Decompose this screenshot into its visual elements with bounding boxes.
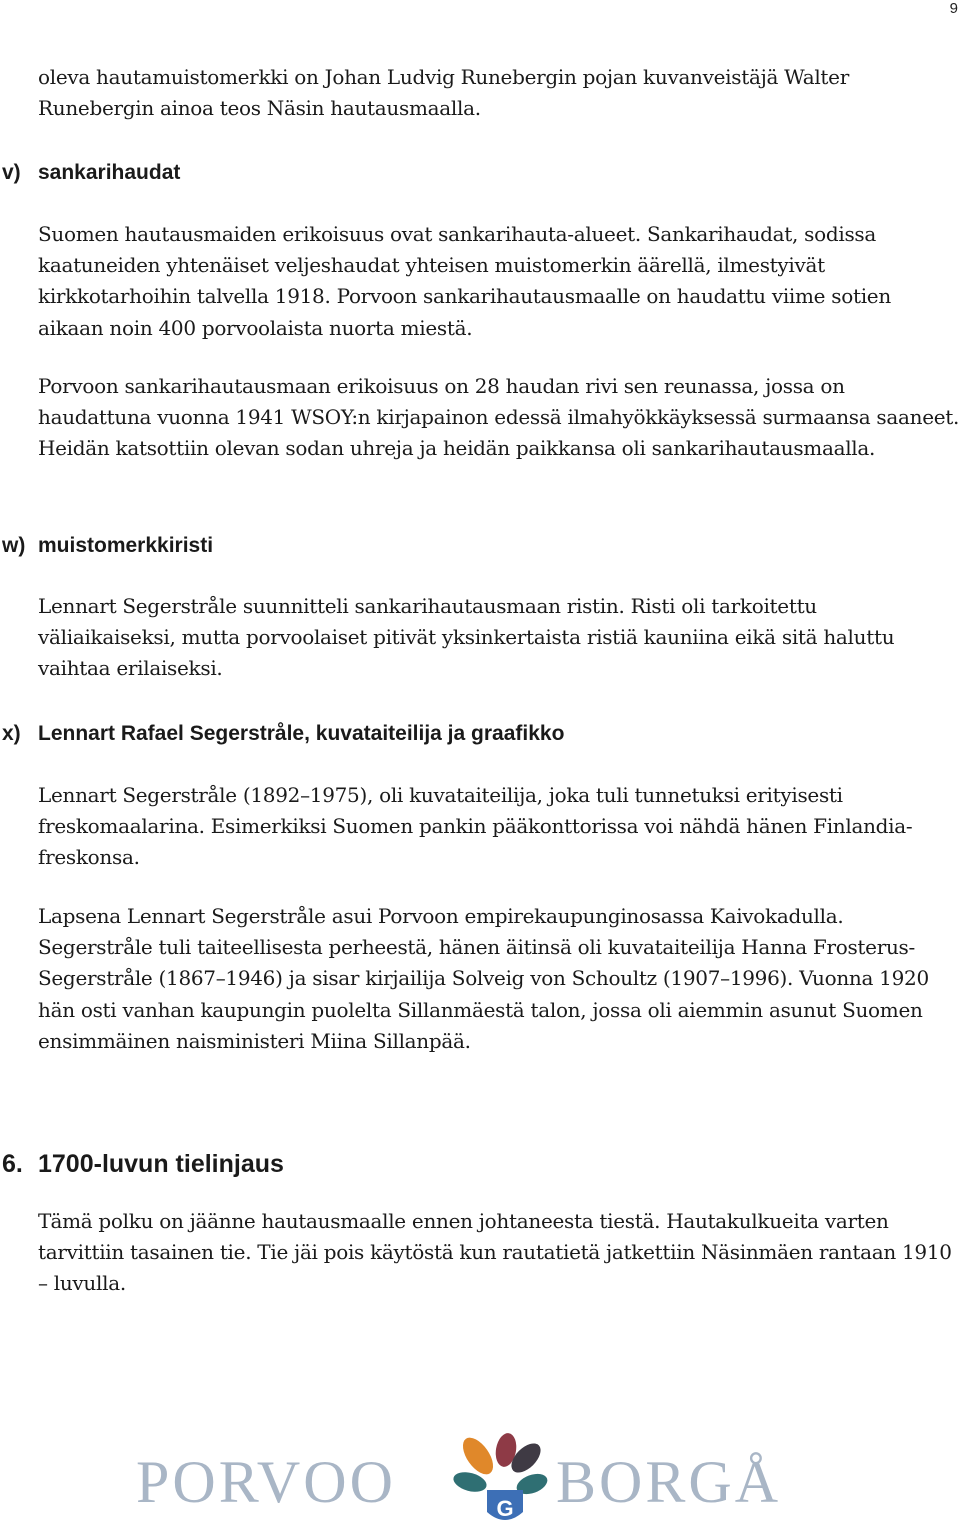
section-x-label: x) [2, 722, 21, 745]
section-v-label: v) [2, 161, 21, 184]
section-6-title: 1700-luvun tielinjaus [38, 1150, 284, 1178]
logo-emblem [451, 1432, 550, 1521]
page-number: 9 [949, 0, 958, 17]
section-w-heading [2, 534, 213, 558]
section-w-paragraph-1: Lennart Segerstråle suunnitteli sankarihautausmaan ristin. Risti oli tarkoitettu väliaikaiseksi, mutta porvoolaiset pitivät yksinkertaista ristiä kauniina eikä sitä haluttu vaihtaa erilaiseksi. [38, 594, 895, 681]
section-6-label: 6. [2, 1150, 23, 1178]
section-6-paragraph-1: Tämä polku on jäänne hautausmaalle ennen johtaneesta tiestä. Hautakulkueita varten tarvittiin tasainen tie. Tie jäi pois käytöstä kun rautatietä jatkettiin Näsinmäen rantaan 1910 – luvulla. [38, 1209, 952, 1296]
section-x-paragraph-2: Lapsena Lennart Segerstråle asui Porvoon empirekaupunginosassa Kaivokadulla. Segerstråle tuli taiteellisesta perheestä, hänen äitinsä oli kuvataiteilija Hanna Frosterus-Segerstråle (1867–1946) ja sisar kirjailija Solveig von Schoultz (1907–1996). Vuonna 1920 hän osti vanhan kaupungin puolelta Sillanmäestä talon, jossa oli aiemmin asunut Suomen ensimmäinen naisministeri Miina Sillanpää. [38, 904, 929, 1053]
section-w-title: muistomerkkiristi [38, 534, 214, 557]
section-v-title: sankarihaudat [38, 161, 181, 184]
section-x-title: Lennart Rafael Segerstråle, kuvataiteilija ja graafikko [38, 722, 565, 745]
section-v-paragraph-1: Suomen hautausmaiden erikoisuus ovat sankarihauta-alueet. Sankarihaudat, sodissa kaatuneiden yhtenäiset veljeshaudat yhteisen muistomerkin äärellä, ilmestyivät kirkkotarhoihin talvella 1918. Porvoon sankarihautausmaalle on haudattu viime sotien aikaan noin 400 porvoolaista nuorta miestä. [38, 222, 891, 340]
section-6-heading [2, 1150, 284, 1179]
intro-paragraph: oleva hautamuistomerkki on Johan Ludvig Runebergin pojan kuvanveistäjä Walter Runebergin ainoa teos Näsin hautausmaalla. [38, 65, 849, 121]
section-w-label: w) [2, 534, 26, 557]
porvoo-borga-logo [136, 1432, 826, 1532]
section-v-paragraph-2: Porvoon sankarihautausmaan erikoisuus on 28 haudan rivi sen reunassa, jossa on haudattuna vuonna 1941 WSOY:n kirjapainon edessä ilmahyökkäyksessä surmaansa saaneet. Heidän katsottiin olevan sodan uhreja ja heidän paikkansa oli sankarihautausmaalla. [38, 374, 960, 461]
section-x-heading [2, 722, 564, 746]
logo-word-porvoo: PORVOO [136, 1449, 396, 1515]
logo-word-borga: BORGÅ [556, 1449, 782, 1515]
section-v-heading [2, 161, 180, 185]
logo-emblem-letter: G [496, 1496, 514, 1521]
section-x-paragraph-1: Lennart Segerstråle (1892–1975), oli kuvataiteilija, joka tuli tunnetuksi erityisesti freskomaalarina. Esimerkiksi Suomen pankin pääkonttorissa voi nähdä hänen Finlandia-freskonsa. [38, 783, 913, 870]
